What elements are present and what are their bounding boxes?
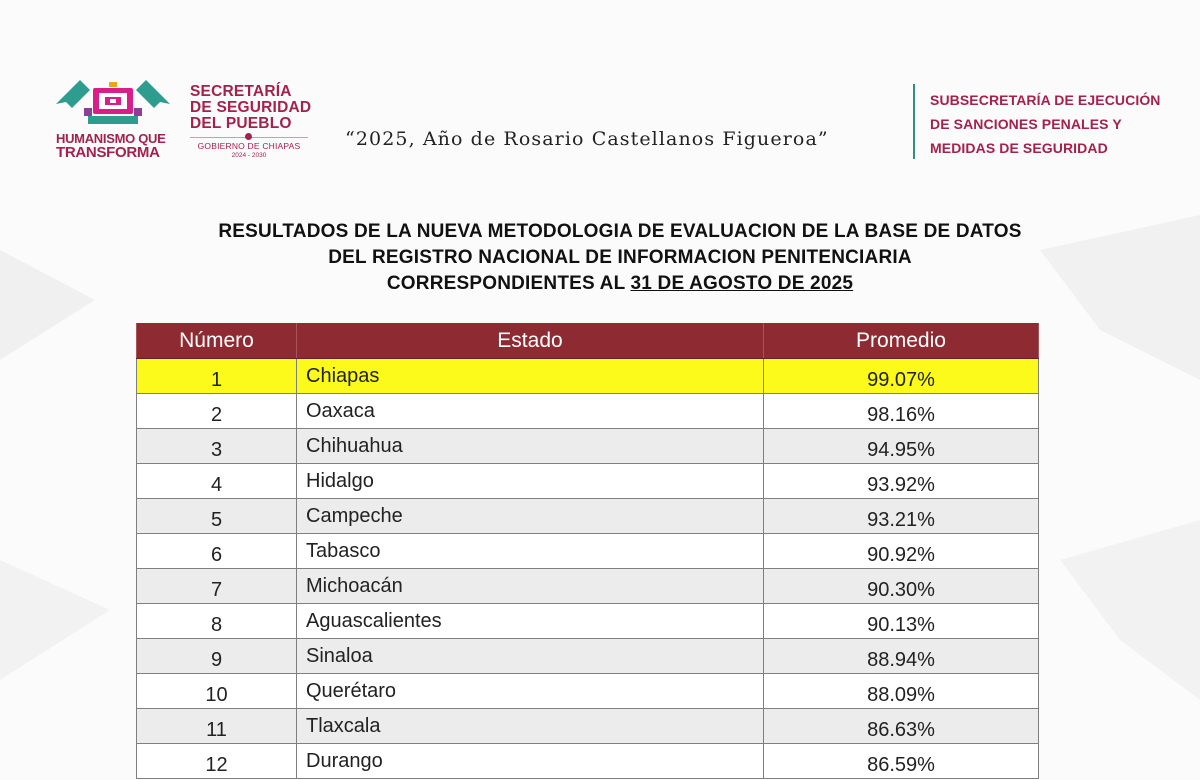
cell-numero-text: 2 (210, 403, 223, 426)
cell-numero (137, 429, 297, 464)
cell-promedio-text: 90.30% (867, 578, 935, 601)
table-row (137, 674, 1039, 709)
cell-numero-text: 4 (210, 473, 223, 496)
cell-estado-text: Campeche (306, 504, 403, 527)
secretaria-line-3: DEL PUEBLO (190, 115, 292, 132)
secretaria-line-1: SECRETARÍA (190, 83, 292, 100)
cell-numero-text: 10 (205, 683, 228, 706)
table-row (137, 744, 1039, 779)
subsecretaria-line-2: DE SANCIONES PENALES Y (930, 116, 1122, 132)
secretaria-name (190, 84, 340, 132)
cell-numero (137, 394, 297, 429)
cell-promedio (764, 709, 1039, 744)
cell-estado (297, 674, 764, 709)
cell-estado-text: Tlaxcala (306, 714, 381, 737)
table-body (137, 359, 1039, 779)
cell-estado (297, 394, 764, 429)
header-vertical-divider (913, 84, 915, 159)
cell-numero (137, 464, 297, 499)
cell-promedio (764, 394, 1039, 429)
cell-promedio-text: 88.94% (867, 648, 935, 671)
cell-numero (137, 674, 297, 709)
subsecretaria-line-1: SUBSECRETARÍA DE EJECUCIÓN (930, 92, 1161, 108)
title-line-3-prefix: CORRESPONDIENTES AL (386, 273, 631, 294)
cell-promedio-text: 88.09% (867, 683, 935, 706)
cell-promedio (764, 569, 1039, 604)
cell-estado (297, 359, 764, 394)
table-row (137, 639, 1039, 674)
cell-numero-text: 11 (206, 718, 227, 741)
cell-numero-text: 7 (210, 578, 223, 601)
cell-numero-text: 3 (210, 438, 223, 461)
year-motto: “2025, Año de Rosario Castellanos Figueroa” (345, 128, 829, 150)
table-row (137, 499, 1039, 534)
subsecretaria-name (930, 88, 1190, 160)
cell-promedio-text: 99.07% (867, 368, 935, 391)
cell-estado (297, 709, 764, 744)
table-row (137, 429, 1039, 464)
cell-promedio (764, 674, 1039, 709)
cell-promedio-text: 98.16% (867, 403, 935, 426)
gobierno-dot-icon (245, 133, 252, 140)
cell-estado (297, 534, 764, 569)
cell-numero-text: 6 (210, 543, 223, 566)
cell-numero-text: 5 (210, 508, 223, 531)
cell-estado-text: Chihuahua (306, 434, 403, 457)
bg-shape-left (0, 250, 95, 360)
cell-numero-text: 9 (210, 648, 223, 671)
cell-estado (297, 604, 764, 639)
table-row (137, 534, 1039, 569)
cell-estado (297, 429, 764, 464)
cell-estado-text: Tabasco (306, 539, 381, 562)
cell-numero (137, 534, 297, 569)
table-row (137, 569, 1039, 604)
document-header (0, 0, 1200, 200)
cell-estado (297, 744, 764, 779)
column-header-promedio: Promedio (764, 323, 1039, 359)
cell-estado-text: Chiapas (306, 364, 380, 387)
cell-estado (297, 464, 764, 499)
subsecretaria-line-3: MEDIDAS DE SEGURIDAD (930, 140, 1108, 156)
cell-promedio (764, 429, 1039, 464)
cell-promedio-text: 86.63% (867, 718, 935, 741)
table-row (137, 359, 1039, 394)
cell-promedio (764, 639, 1039, 674)
cell-promedio-text: 90.92% (867, 543, 935, 566)
logo-text-line-2: TRANSFORMA (56, 144, 160, 161)
table-row (137, 604, 1039, 639)
bg-shape-left-lower (0, 560, 110, 680)
gobierno-label: GOBIERNO DE CHIAPAS (197, 141, 301, 151)
document-title (100, 219, 1140, 297)
cell-numero (137, 499, 297, 534)
logo-text-line-1: HUMANISMO QUE (56, 131, 166, 146)
secretaria-line-2: DE SEGURIDAD (190, 99, 312, 116)
cell-numero (137, 744, 297, 779)
results-table (136, 323, 1039, 779)
table-header-row (137, 323, 1039, 359)
cell-promedio (764, 744, 1039, 779)
cell-promedio-text: 86.59% (867, 753, 935, 776)
column-header-estado: Estado (297, 323, 764, 359)
cell-estado-text: Durango (306, 749, 383, 772)
cell-estado-text: Sinaloa (306, 644, 373, 667)
cell-numero (137, 639, 297, 674)
cell-estado-text: Oaxaca (306, 399, 375, 422)
cell-promedio (764, 464, 1039, 499)
cell-numero (137, 604, 297, 639)
cell-numero-text: 1 (210, 368, 223, 391)
bg-shape-right-lower (1060, 520, 1200, 700)
cell-estado (297, 569, 764, 604)
title-line-1: RESULTADOS DE LA NUEVA METODOLOGIA DE EVALUACION DE LA BASE DE DATOS (218, 221, 1022, 242)
cell-promedio-text: 90.13% (867, 613, 935, 636)
cell-promedio (764, 604, 1039, 639)
cell-estado-text: Hidalgo (306, 469, 374, 492)
table-row (137, 464, 1039, 499)
cell-promedio (764, 499, 1039, 534)
logo-wordmark (56, 132, 176, 160)
cell-numero-text: 8 (210, 613, 223, 636)
cell-estado-text: Querétaro (306, 679, 397, 702)
cell-numero (137, 569, 297, 604)
column-header-numero: Número (137, 323, 297, 359)
cell-numero (137, 709, 297, 744)
cell-promedio (764, 534, 1039, 569)
humanismo-logo-icon (54, 76, 172, 132)
title-line-2: DEL REGISTRO NACIONAL DE INFORMACION PENITENCIARIA (328, 247, 912, 268)
cell-estado-text: Michoacán (306, 574, 403, 597)
cell-estado-text: Aguascalientes (306, 609, 442, 632)
cell-promedio-text: 93.21% (867, 508, 935, 531)
title-date: 31 DE AGOSTO DE 2025 (630, 273, 854, 294)
cell-estado (297, 639, 764, 674)
cell-estado (297, 499, 764, 534)
cell-promedio-text: 94.95% (867, 438, 935, 461)
gobierno-years: 2024 - 2030 (231, 152, 267, 159)
table-row (137, 709, 1039, 744)
cell-numero (137, 359, 297, 394)
cell-promedio (764, 359, 1039, 394)
title-line-3 (100, 271, 1140, 297)
table-row (137, 394, 1039, 429)
cell-numero-text: 12 (205, 753, 228, 776)
cell-promedio-text: 93.92% (867, 473, 935, 496)
